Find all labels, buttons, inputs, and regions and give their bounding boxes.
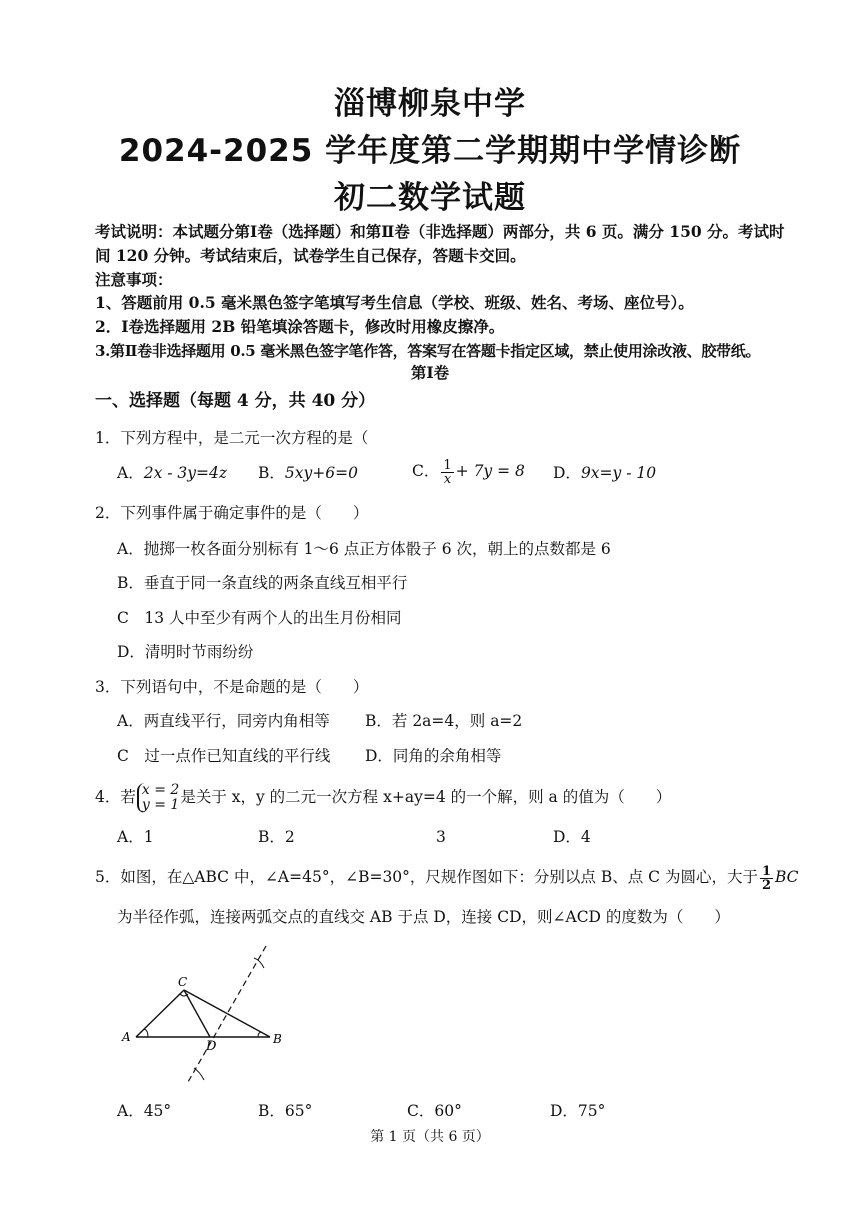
q1-stem: 1．下列方程中，是二元一次方程的是（ bbox=[95, 429, 369, 447]
q4-suffix: 是关于 x，y 的二元一次方程 x+ay=4 的一个解，则 a 的值为（ ） bbox=[180, 788, 672, 806]
q1-option-c-numerator: 1 bbox=[443, 457, 452, 473]
page-footer: 第 1 页（共 6 页） bbox=[370, 1129, 490, 1145]
q1-option-b-text: 5xy+6=0 bbox=[284, 464, 358, 482]
q1-option-d bbox=[553, 462, 656, 484]
triangle-construction-figure bbox=[118, 944, 298, 1086]
note-1: 1、答题前用 0.5 毫米黑色签字笔填写考生信息（学校、班级、姓名、考场、座位号）。 bbox=[95, 293, 694, 312]
q1-option-a-text: 2x - 3y=4z bbox=[143, 464, 228, 482]
q5-half-tail: BC bbox=[775, 868, 799, 886]
q1-option-a bbox=[117, 462, 227, 484]
instructions-line-1: 考试说明：本试题分第Ⅰ卷（选择题）和第Ⅱ卷（非选择题）两部分，共 6 页。满分 150 分。考试时 bbox=[95, 222, 785, 241]
q4-option-b: B．2 bbox=[258, 828, 295, 846]
q5-line-1-text: 5．如图，在△ABC 中，∠A=45°，∠B=30°，尺规作图如下：分别以点 B、点 C 为圆心，大于 bbox=[95, 868, 758, 886]
q4-eq-1: x = 2 bbox=[141, 782, 180, 798]
q1-option-c bbox=[412, 456, 525, 486]
q1-option-d-text: 9x=y - 10 bbox=[580, 464, 657, 482]
q5-option-a: A．45° bbox=[117, 1102, 172, 1120]
q3-stem: 3．下列语句中，不是命题的是（ ） bbox=[95, 678, 369, 696]
q1-option-c-denominator: x bbox=[443, 471, 452, 487]
point-d-label: D bbox=[206, 1039, 217, 1054]
q5-option-d: D．75° bbox=[550, 1102, 606, 1120]
side-ac bbox=[136, 990, 184, 1037]
q5-half-denominator: 2 bbox=[761, 877, 771, 893]
q4-prefix: 4．若 bbox=[95, 788, 136, 806]
q5-option-c: C．60° bbox=[407, 1102, 462, 1120]
q1-option-d-label: D． bbox=[553, 464, 581, 482]
q5-option-b: B．65° bbox=[258, 1102, 313, 1120]
q1-option-c-label: C． bbox=[412, 462, 440, 480]
instructions-line-2: 间 120 分钟。考试结束后，试卷学生自己保存，答题卡交回。 bbox=[95, 246, 526, 265]
arc-mark-top bbox=[254, 958, 264, 968]
q1-option-a-label: A． bbox=[117, 464, 144, 482]
angle-a-mark bbox=[144, 1029, 148, 1037]
note-3: 3.第Ⅱ卷非选择题用 0.5 毫米黑色签字笔作答，答案写在答题卡指定区域，禁止使用涂改液、胶带纸。 bbox=[95, 342, 761, 360]
q1-option-c-rest: + 7y = 8 bbox=[455, 462, 525, 480]
volume-label: 第Ⅰ卷 bbox=[410, 363, 450, 382]
q2-option-b: B．垂直于同一条直线的两条直线互相平行 bbox=[117, 574, 408, 592]
q3-option-d: D．同角的余角相等 bbox=[365, 747, 502, 765]
q2-stem: 2．下列事件属于确定事件的是（ ） bbox=[95, 504, 369, 522]
q5-line-2: 为半径作弧，连接两弧交点的直线交 AB 于点 D，连接 CD，则∠ACD 的度数为（ ） bbox=[117, 908, 730, 926]
q4-option-a: A．1 bbox=[117, 828, 154, 846]
point-b-label: B bbox=[273, 1032, 282, 1046]
exam-term-title: 2024-2025 学年度第二学期期中学情诊断 bbox=[118, 133, 742, 169]
q3-option-a: A．两直线平行，同旁内角相等 bbox=[117, 712, 330, 730]
q4-option-c: 3 bbox=[436, 828, 446, 846]
q4-eq-2: y = 1 bbox=[141, 797, 180, 813]
section-heading: 一、选择题（每题 4 分，共 40 分） bbox=[95, 391, 376, 411]
q2-option-d: D．清明时节雨纷纷 bbox=[117, 643, 254, 661]
q5-half-numerator: 1 bbox=[761, 863, 771, 879]
point-c-label: C bbox=[178, 975, 188, 989]
q3-option-b: B．若 2a=4，则 a=2 bbox=[365, 712, 523, 730]
note-2: 2．Ⅰ卷选择题用 2B 铅笔填涂答题卡，修改时用橡皮擦净。 bbox=[95, 317, 505, 336]
q3-option-c: C 过一点作已知直线的平行线 bbox=[117, 747, 331, 765]
q1-option-b bbox=[258, 462, 358, 484]
q4-equation-system bbox=[137, 783, 179, 813]
q1-option-c-fraction bbox=[441, 459, 453, 486]
q4-option-d: D．4 bbox=[553, 828, 591, 846]
q2-option-a: A．抛掷一枚各面分别标有 1～6 点正方体骰子 6 次，朝上的点数都是 6 bbox=[117, 540, 611, 558]
q5-line-1 bbox=[95, 862, 799, 892]
notes-title: 注意事项： bbox=[95, 270, 173, 289]
q1-option-b-label: B． bbox=[258, 464, 285, 482]
q5-half-fraction bbox=[760, 865, 773, 892]
subject-title: 初二数学试题 bbox=[334, 180, 526, 216]
q4-stem bbox=[95, 780, 671, 814]
school-title: 淄博柳泉中学 bbox=[334, 86, 526, 122]
point-a-label: A bbox=[122, 1030, 131, 1044]
q2-option-c: C 13 人中至少有两个人的出生月份相同 bbox=[117, 609, 402, 627]
